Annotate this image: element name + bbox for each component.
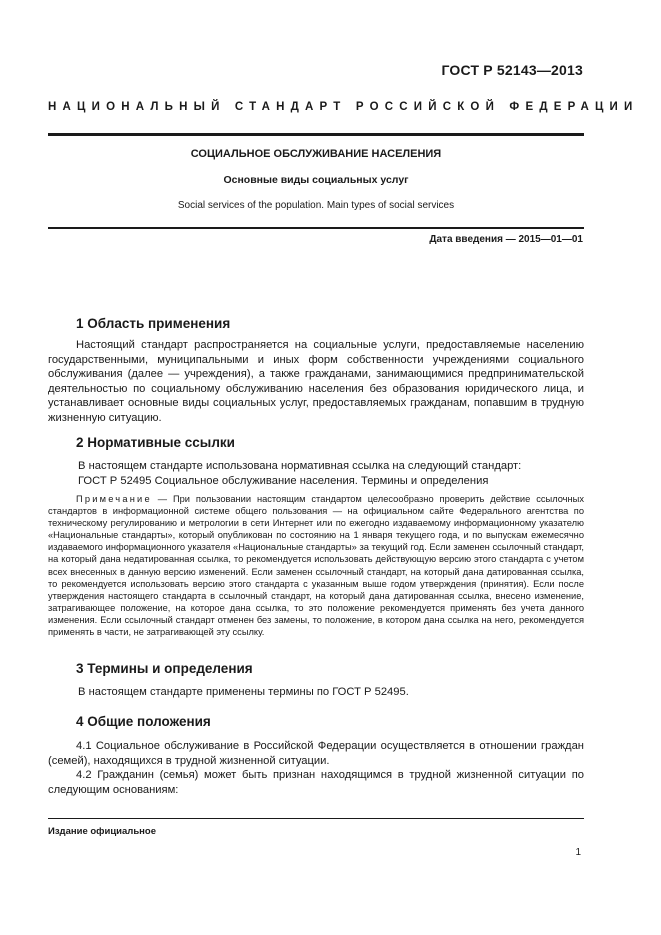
- section-1-text: Настоящий стандарт распространяется на социальные услуги, предоставляемые населению государственными, муниципальными и иных форм собственности учреждениями социального обслуживания (далее — учреждения), а также гражданами, занимающимися предпринимательской деятельностью по социальному обслуживанию населения без образования юридического лица, и устанавливает основные виды социальных услуг, предоставляемых гражданам, попавшим в трудную жизненную ситуацию.: [48, 339, 584, 424]
- section-4-paragraph-1: 4.1 Социальное обслуживание в Российской Федерации осуществляется в отношении граждан (семей), находящихся в трудной жизненной ситуации.: [48, 740, 584, 767]
- section-1-heading: 1 Область применения: [76, 316, 231, 331]
- note-text: — При пользовании настоящим стандартом целесообразно проверить действие ссылочных стандартов в информационной системе общего пользования — на официальном сайте Федерального агентства по техническому регулированию и метрологии в сети Интернет или по ежегодно издаваемому информационному указателю «Национальные стандарты», который опубликован по состоянию на 1 января текущего года, и по выпускам ежемесячно издаваемого информационного указателя «Национальные стандарты» за текущий год. Если заменен ссылочный стандарт, на который дана недатированная ссылка, то рекомендуется использовать действующую версию этого стандарта с учетом всех внесенных в данную версию изменений. Если заменен ссылочный стандарт, на который дана датированная ссылка, то рекомендуется использовать версию этого стандарта с указанным выше годом утверждения (принятия). Если после утверждения настоящего стандарта в ссылочный стандарт, на который дана датированная ссылка, внесено изменение, затрагивающее положение, на которое дана ссылка, то это положение рекомендуется применять без учета данного изменения. Если ссылочный стандарт отменен без замены, то положение, в котором дана ссылка на него, рекомендуется применять в части, не затрагивающей эту ссылку.: [48, 494, 584, 638]
- page-number: 1: [575, 847, 581, 858]
- section-3-heading: 3 Термины и определения: [76, 661, 253, 676]
- section-4-heading: 4 Общие положения: [76, 714, 211, 729]
- section-2-line-1: В настоящем стандарте использована нормативная ссылка на следующий стандарт:: [78, 460, 522, 472]
- footer-rule: [48, 818, 584, 819]
- document-code: ГОСТ Р 52143—2013: [441, 62, 583, 78]
- section-2-reference: ГОСТ Р 52495 Социальное обслуживание населения. Термины и определения: [78, 475, 489, 487]
- note-label: Примечание: [76, 494, 152, 504]
- english-title: Social services of the population. Main types of social services: [177, 200, 455, 211]
- subtitle: Основные виды социальных услуг: [223, 174, 409, 186]
- section-2-note: [48, 493, 584, 638]
- title-rule: [48, 227, 584, 229]
- section-3-text: В настоящем стандарте применены термины по ГОСТ Р 52495.: [78, 686, 409, 698]
- main-title: СОЦИАЛЬНОЕ ОБСЛУЖИВАНИЕ НАСЕЛЕНИЯ: [190, 148, 442, 160]
- section-4-paragraph-2: 4.2 Гражданин (семья) может быть признан находящимся в трудной жизненной ситуации по следующим основаниям:: [48, 769, 584, 796]
- introduction-date: Дата введения — 2015—01—01: [429, 234, 583, 245]
- top-rule: [48, 133, 584, 136]
- national-standard-banner: НАЦИОНАЛЬНЫЙ СТАНДАРТ РОССИЙСКОЙ ФЕДЕРАЦИИ: [48, 101, 639, 113]
- official-edition-label: Издание официальное: [48, 826, 156, 837]
- section-2-heading: 2 Нормативные ссылки: [76, 435, 235, 450]
